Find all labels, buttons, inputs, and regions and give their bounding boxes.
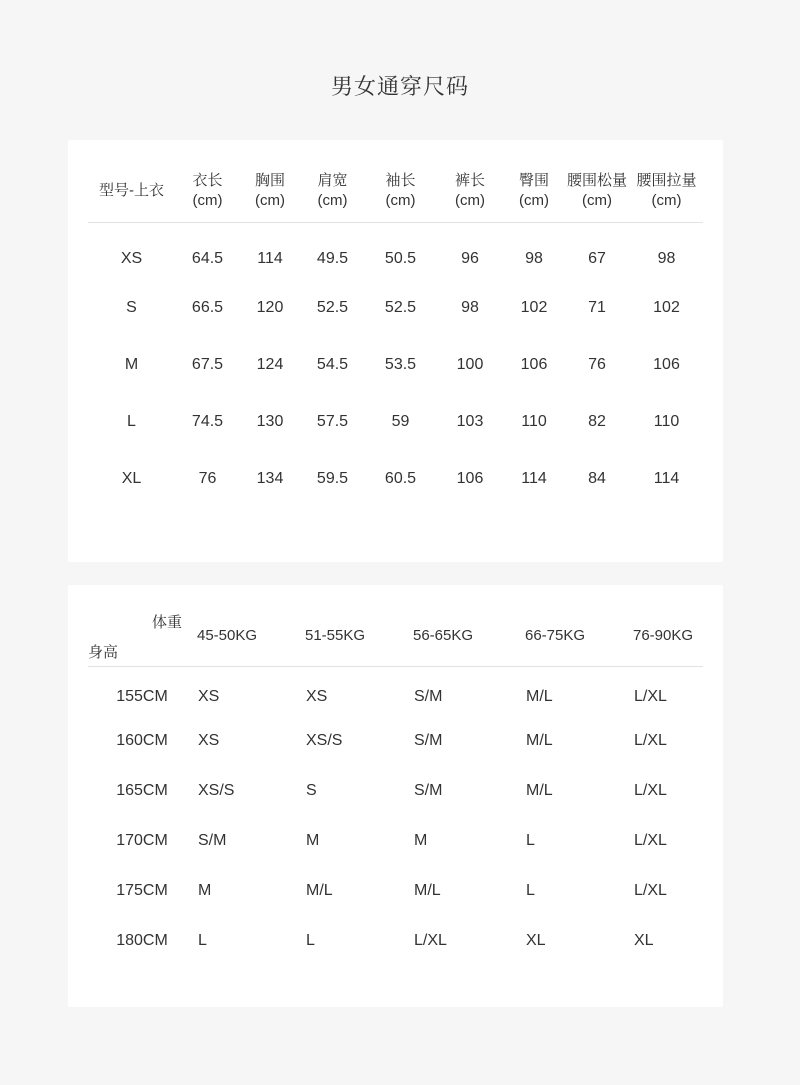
table-cell: M [306, 832, 320, 849]
column-header-unit: (cm) [317, 191, 348, 209]
table-cell: 50.5 [384, 249, 417, 267]
row-label: XS [120, 249, 143, 267]
table-cell: 134 [256, 469, 284, 487]
table-cell: 67.5 [191, 355, 224, 373]
table-cell: S/M [414, 732, 443, 749]
table-cell: S [306, 782, 317, 799]
column-header-unit: (cm) [385, 191, 416, 209]
row-label: 180CM [116, 932, 168, 949]
table-cell: M/L [414, 882, 441, 899]
table-row [88, 766, 703, 816]
table-cell: 60.5 [384, 469, 417, 487]
size-recommendation-table [88, 605, 703, 966]
recommendation-card [68, 585, 723, 1007]
column-header-label: 腰围拉量 [636, 172, 697, 190]
column-header-weight-range: 56-65KG [412, 605, 524, 666]
table-cell: M/L [526, 782, 553, 799]
table-cell: 96 [461, 249, 479, 267]
table-cell: M/L [306, 882, 333, 899]
table-cell: 59.5 [316, 469, 349, 487]
column-header-label: 臀围 [518, 172, 549, 190]
size-spec-table [88, 160, 703, 507]
header-row [88, 160, 703, 222]
column-header-weight-range: 51-55KG [304, 605, 412, 666]
table-cell: 59 [391, 412, 410, 430]
table-cell: 54.5 [316, 355, 349, 373]
table-cell: XL [634, 932, 654, 949]
table-cell: L/XL [634, 832, 667, 849]
table-cell: 52.5 [384, 298, 417, 316]
table-cell: 76 [588, 355, 606, 373]
measurement-card [68, 140, 723, 562]
table-cell: L/XL [634, 882, 667, 899]
table-row [88, 393, 703, 450]
table-cell: 102 [653, 298, 680, 316]
column-header-unit: (cm) [582, 191, 612, 209]
table-row [88, 222, 703, 279]
table-cell: M/L [526, 688, 553, 706]
table-cell: L/XL [634, 688, 667, 706]
table-row [88, 866, 703, 916]
row-label: M [124, 355, 139, 373]
column-header-waist-relaxed [564, 160, 630, 222]
row-label: 160CM [116, 732, 168, 749]
column-header-label: 裤长 [454, 172, 485, 190]
table-cell: L [526, 882, 535, 899]
column-header-model [88, 160, 175, 222]
table-row [88, 816, 703, 866]
column-header-sleeve [365, 160, 436, 222]
column-header-pants-length [436, 160, 504, 222]
table-cell: 67 [588, 249, 606, 267]
table-cell: XS/S [198, 782, 235, 799]
table-cell: S/M [414, 782, 443, 799]
row-label: XL [121, 469, 142, 487]
table-row [88, 916, 703, 966]
table-cell: S/M [198, 832, 227, 849]
table-cell: 114 [653, 469, 680, 487]
table-cell: 74.5 [191, 412, 224, 430]
table-cell: L/XL [634, 782, 667, 799]
table-cell: 124 [256, 355, 284, 373]
table-cell: 102 [520, 298, 548, 316]
table-cell: XS [306, 688, 328, 706]
page-title: 男女通穿尺码 [330, 74, 469, 99]
table-cell: 53.5 [384, 355, 417, 373]
table-row [88, 716, 703, 766]
table-cell: 66.5 [191, 298, 224, 316]
column-header-label: 衣长 [192, 172, 223, 190]
column-header-unit: (cm) [455, 191, 485, 209]
table-cell: 100 [456, 355, 484, 373]
table-cell: XS/S [306, 732, 343, 749]
corner-header-weight-height [88, 605, 196, 666]
column-header-label: 腰围松量 [566, 172, 627, 190]
table-cell: 71 [588, 298, 606, 316]
row-label: 170CM [116, 832, 168, 849]
column-header-weight-range: 45-50KG [196, 605, 304, 666]
table-cell: M [414, 832, 428, 849]
header-row [88, 605, 703, 666]
column-header-shoulder [300, 160, 365, 222]
table-cell: 110 [521, 412, 547, 430]
table-cell: 98 [525, 249, 543, 267]
table-cell: 103 [456, 412, 484, 430]
table-cell: M/L [526, 732, 553, 749]
table-cell: L [306, 932, 315, 949]
column-header-unit: (cm) [192, 191, 223, 209]
table-row [88, 279, 703, 336]
column-header-unit: (cm) [519, 191, 549, 209]
table-row [88, 666, 703, 716]
table-cell: 64.5 [191, 249, 224, 267]
column-header-label: 肩宽 [317, 172, 348, 190]
table-cell: L [526, 832, 535, 849]
table-row [88, 450, 703, 507]
table-cell: 82 [588, 412, 606, 430]
column-header-label: 型号-上衣 [99, 182, 164, 199]
column-header-label: 胸围 [254, 172, 285, 190]
column-header-bust [240, 160, 300, 222]
column-header-hip [504, 160, 564, 222]
row-label: L [127, 412, 136, 430]
table-row [88, 336, 703, 393]
column-header-unit: (cm) [255, 191, 285, 209]
table-cell: 57.5 [316, 412, 349, 430]
corner-label-weight: 体重 [151, 614, 182, 631]
table-cell: XS [198, 732, 220, 749]
table-cell: 120 [256, 298, 284, 316]
row-label: 155CM [116, 688, 168, 706]
table-cell: M [198, 882, 212, 899]
column-header-weight-range: 76-90KG [632, 605, 703, 666]
row-label: 165CM [116, 782, 168, 799]
table-cell: 114 [257, 249, 283, 267]
table-cell: 106 [520, 355, 548, 373]
table-cell: XL [526, 932, 546, 949]
table-cell: 110 [653, 412, 680, 430]
table-cell: 114 [521, 469, 547, 487]
table-cell: 106 [456, 469, 484, 487]
column-header-weight-range: 66-75KG [524, 605, 632, 666]
table-cell: 98 [461, 298, 479, 316]
table-cell: 52.5 [316, 298, 349, 316]
table-cell: 106 [653, 355, 680, 373]
table-cell: L/XL [414, 932, 447, 949]
table-cell: 49.5 [316, 249, 349, 267]
row-label: S [126, 298, 137, 316]
table-cell: S/M [414, 688, 443, 706]
column-header-waist-stretched [630, 160, 703, 222]
column-header-length [175, 160, 240, 222]
table-cell: L/XL [634, 732, 667, 749]
table-cell: 130 [256, 412, 284, 430]
column-header-label: 袖长 [385, 172, 416, 190]
column-header-unit: (cm) [651, 191, 682, 209]
table-cell: L [198, 932, 207, 949]
table-cell: 76 [198, 469, 217, 487]
table-cell: 84 [588, 469, 606, 487]
row-label: 175CM [116, 882, 168, 899]
corner-label-height: 身高 [88, 643, 119, 661]
table-cell: XS [198, 688, 220, 706]
table-cell: 98 [657, 249, 676, 267]
